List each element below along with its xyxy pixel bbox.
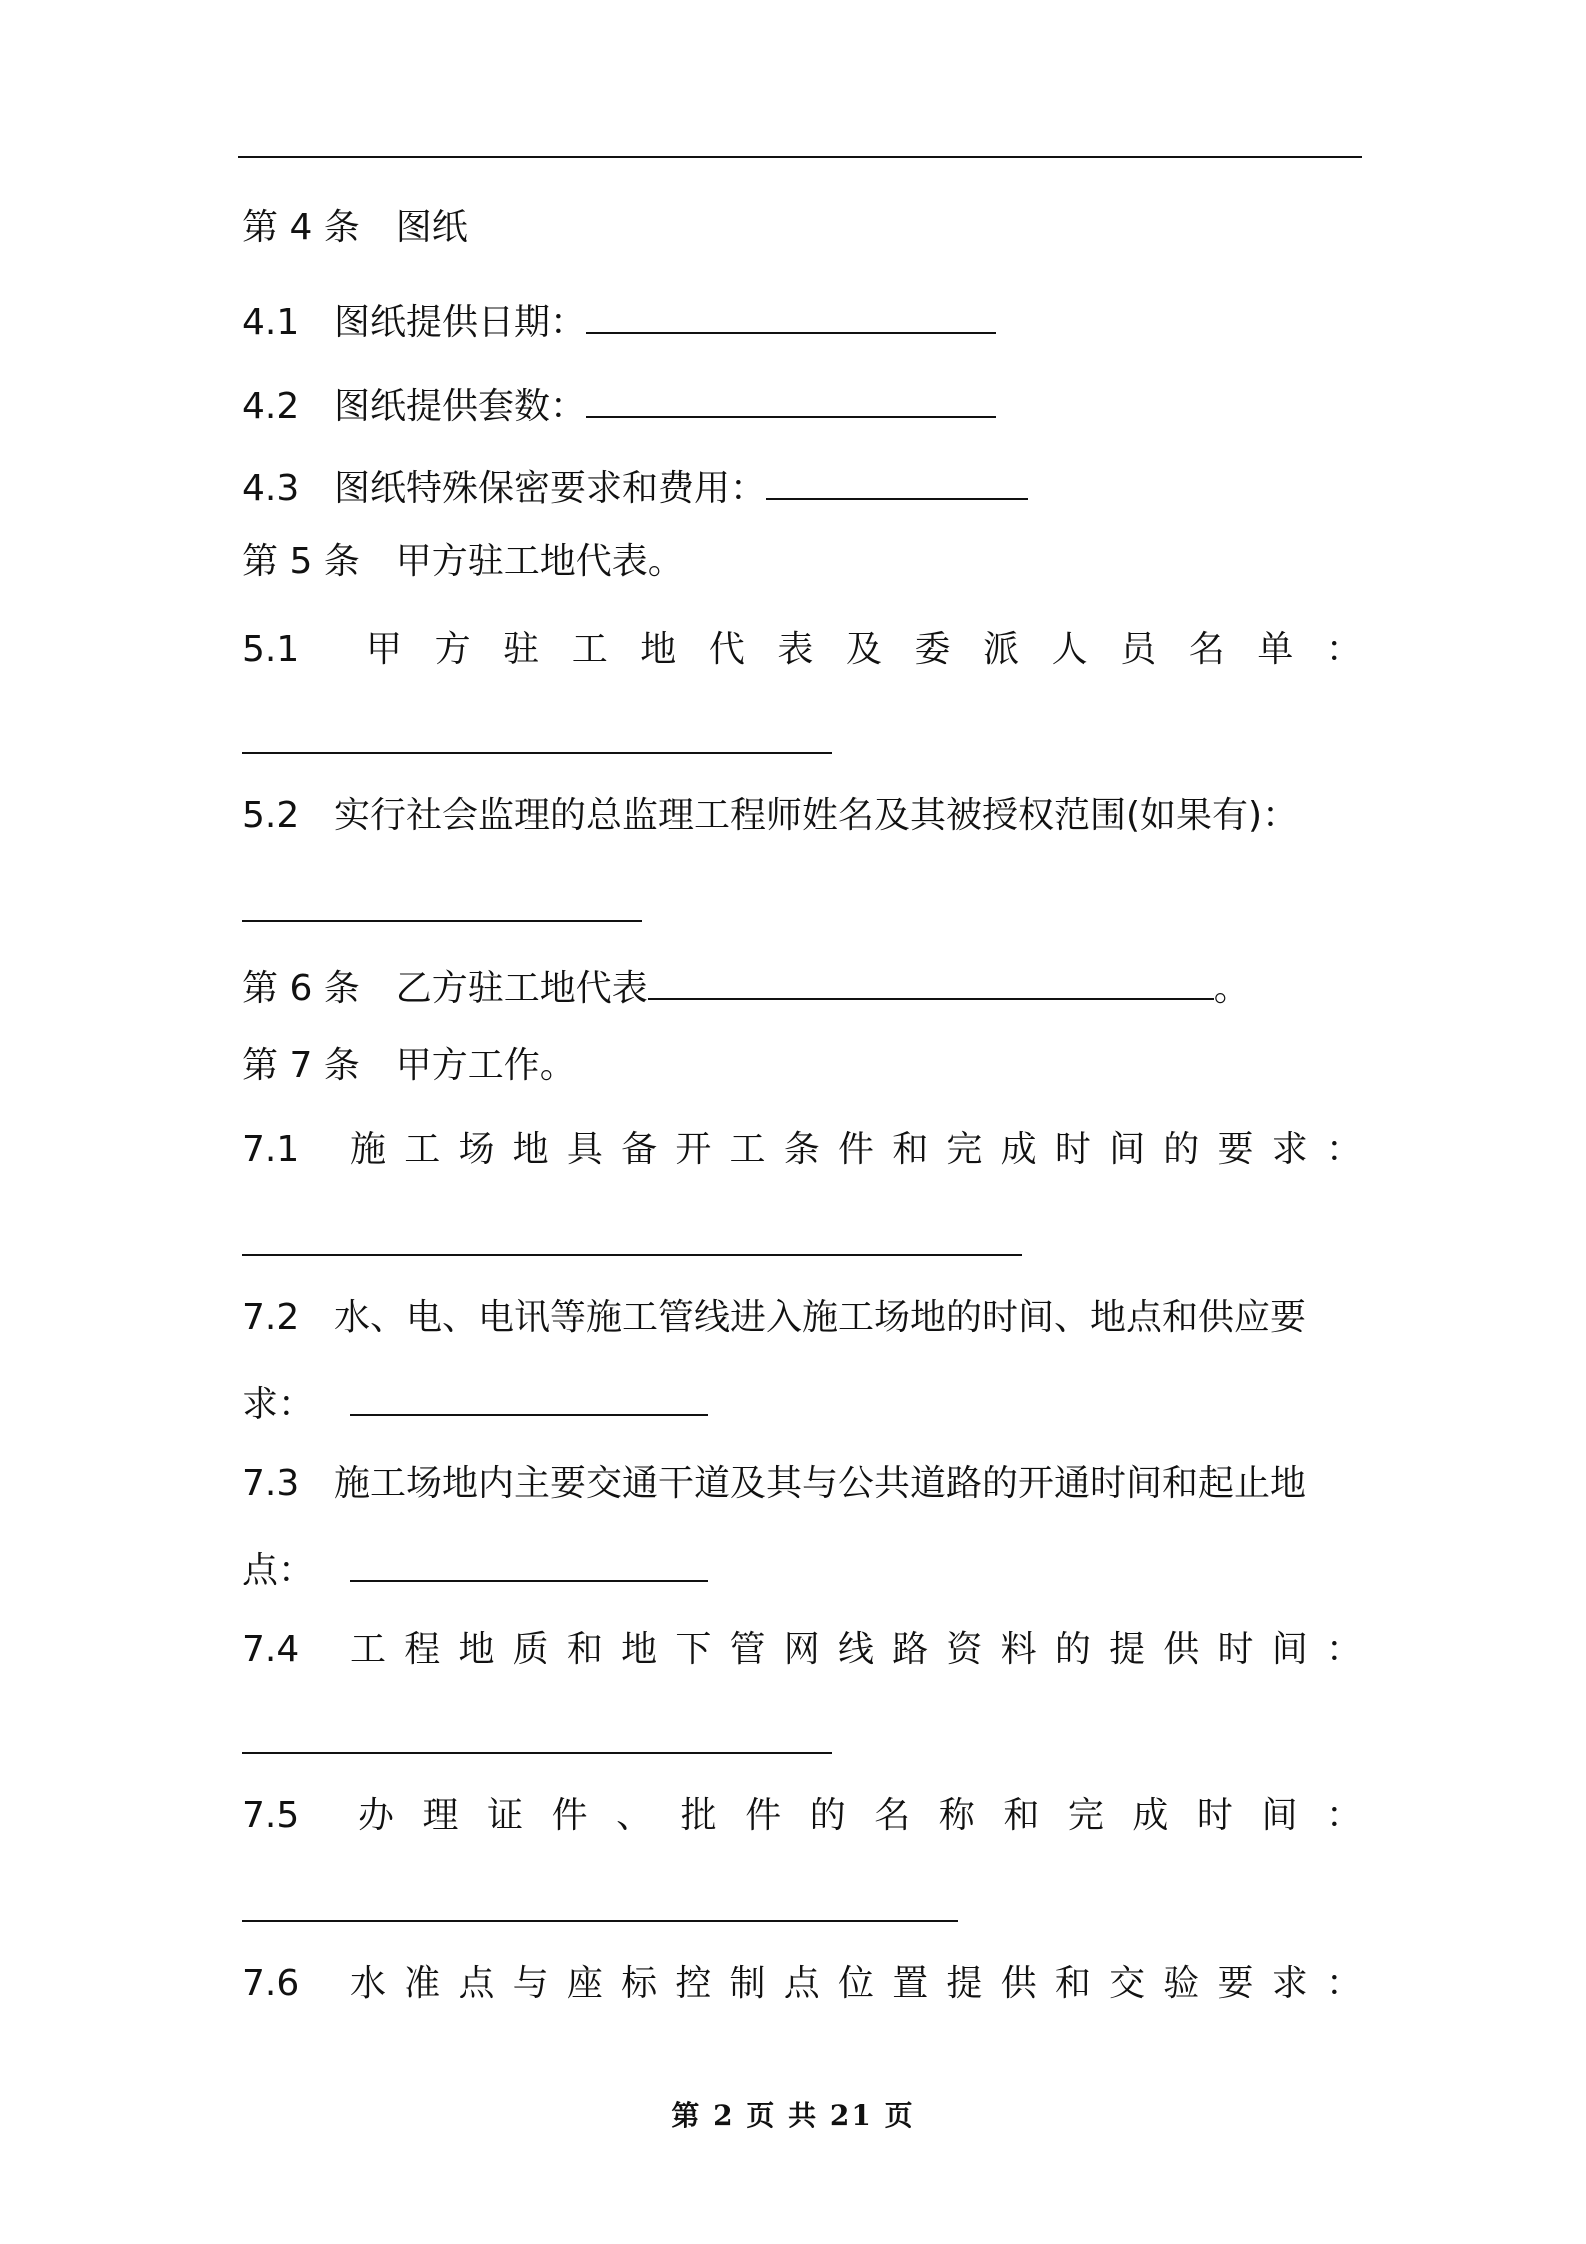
fill-blank[interactable]: [586, 292, 996, 334]
text-char: 准: [404, 1963, 441, 2004]
item-number: 5.1: [242, 629, 300, 670]
text-char: 施: [350, 1129, 387, 1170]
text-char: 驻: [503, 629, 540, 670]
fill-blank[interactable]: [242, 1752, 832, 1754]
item-number: 7.6: [242, 1963, 300, 2004]
text-char: 的: [1054, 1629, 1091, 1670]
text-char: 位: [837, 1963, 874, 2004]
text-char: 单: [1257, 629, 1294, 670]
item-7-1-text: [350, 1124, 1362, 1176]
item-7-6-text: [350, 1958, 1362, 2010]
item-7-5-text: [358, 1790, 1362, 1842]
text-char: 座: [566, 1963, 603, 2004]
item-4-2: [242, 376, 1362, 428]
text-char: 地: [621, 1629, 658, 1670]
text-char: 地: [458, 1629, 495, 1670]
item-4-3: [242, 458, 1362, 510]
text-char: 间: [1109, 1129, 1146, 1170]
text-char: ：: [1325, 1129, 1362, 1170]
item-number: 7.4: [242, 1629, 300, 1670]
item-number: 7.1: [242, 1129, 300, 1170]
text-char: 下: [675, 1629, 712, 1670]
text-char: ：: [1325, 629, 1362, 670]
text-char: 成: [1132, 1795, 1169, 1836]
text-char: 称: [938, 1795, 975, 1836]
text-char: 管: [729, 1629, 766, 1670]
text-char: 程: [404, 1629, 441, 1670]
item-5-1-text: [366, 624, 1362, 676]
fill-blank[interactable]: [242, 1920, 958, 1922]
text-char: 、: [616, 1795, 653, 1836]
text-char: 工: [729, 1129, 766, 1170]
text-char: 制: [729, 1963, 766, 2004]
text-char: 点: [783, 1963, 820, 2004]
text-char: 要: [1217, 1129, 1254, 1170]
text-char: 时: [1054, 1129, 1091, 1170]
article-6-end: 。: [1213, 968, 1250, 1009]
text-char: 工: [350, 1629, 387, 1670]
text-char: 交: [1109, 1963, 1146, 2004]
text-char: 资: [946, 1629, 983, 1670]
item-text: 图纸提供日期：: [334, 302, 587, 343]
text-char: 供: [1000, 1963, 1037, 2004]
item-7-4-text: [350, 1624, 1362, 1676]
text-char: 件: [745, 1795, 782, 1836]
article-5-title: 第 5 条 甲方驻工地代表。: [242, 541, 684, 582]
item-number: 7.3: [242, 1463, 300, 1504]
item-4-1: [242, 292, 1362, 344]
text-char: 点: [458, 1963, 495, 2004]
article-6-title: 第 6 条 乙方驻工地代表: [242, 968, 648, 1009]
text-char: 完: [946, 1129, 983, 1170]
text-char: 与: [512, 1963, 549, 2004]
fill-blank[interactable]: [242, 920, 642, 922]
article-6: [242, 958, 1362, 1010]
text-char: 甲: [366, 629, 403, 670]
text-char: 条: [783, 1129, 820, 1170]
article-4-title: 第 4 条 图纸: [242, 207, 468, 248]
text-char: 场: [458, 1129, 495, 1170]
fill-blank[interactable]: [766, 458, 1028, 500]
fill-blank[interactable]: [242, 752, 832, 754]
text-char: 间: [1271, 1629, 1308, 1670]
text-char: 开: [675, 1129, 712, 1170]
item-number: 4.1: [242, 302, 300, 343]
text-char: 委: [914, 629, 951, 670]
item-text: 水、电、电讯等施工管线进入施工场地的时间、地点和供应要: [334, 1297, 1307, 1338]
text-char: ：: [1325, 1795, 1362, 1836]
text-char: 完: [1067, 1795, 1104, 1836]
text-char: 控: [675, 1963, 712, 2004]
item-number: 7.5: [242, 1795, 300, 1836]
text-char: 和: [892, 1129, 929, 1170]
text-char: 件: [551, 1795, 588, 1836]
item-text: 施工场地内主要交通干道及其与公共道路的开通时间和起止地: [334, 1463, 1307, 1504]
text-char: 备: [621, 1129, 658, 1170]
item-text: 图纸提供套数：: [334, 386, 587, 427]
text-char: 代: [708, 629, 745, 670]
text-char: 地: [640, 629, 677, 670]
text-char: 供: [1163, 1629, 1200, 1670]
text-char: 成: [1000, 1129, 1037, 1170]
text-char: 网: [783, 1629, 820, 1670]
text-char: 和: [1003, 1795, 1040, 1836]
text-char: 求: [1271, 1963, 1308, 2004]
header-rule: [238, 156, 1362, 158]
text-char: 要: [1217, 1963, 1254, 2004]
text-char: 标: [621, 1963, 658, 2004]
text-char: 时: [1196, 1795, 1233, 1836]
text-char: 证: [487, 1795, 524, 1836]
item-number: 5.2: [242, 795, 300, 836]
text-char: 件: [837, 1129, 874, 1170]
item-5-2: [242, 790, 1362, 842]
page-footer: 第 2 页 共 21 页: [671, 2099, 915, 2132]
text-char: 提: [1109, 1629, 1146, 1670]
text-char: 求: [1271, 1129, 1308, 1170]
text-char: 派: [983, 629, 1020, 670]
item-7-2-cont: [242, 1374, 1362, 1426]
item-number: 4.2: [242, 386, 300, 427]
fill-blank[interactable]: [648, 958, 1214, 1000]
text-char: 地: [512, 1129, 549, 1170]
text-char: ：: [1325, 1963, 1362, 2004]
article-7-title: 第 7 条 甲方工作。: [242, 1045, 576, 1086]
item-number: 4.3: [242, 468, 300, 509]
text-char: 批: [680, 1795, 717, 1836]
item-7-3-cont: [242, 1540, 1362, 1592]
text-char: 具: [566, 1129, 603, 1170]
text-char: 表: [777, 629, 814, 670]
text-char: 的: [809, 1795, 846, 1836]
item-text-cont: 点：: [242, 1550, 315, 1591]
text-char: 和: [566, 1629, 603, 1670]
text-char: 间: [1261, 1795, 1298, 1836]
text-char: 人: [1051, 629, 1088, 670]
text-char: 线: [837, 1629, 874, 1670]
text-char: 及: [845, 629, 882, 670]
text-char: 名: [1188, 629, 1225, 670]
text-char: 工: [571, 629, 608, 670]
text-char: 名: [874, 1795, 911, 1836]
text-char: 提: [946, 1963, 983, 2004]
fill-blank[interactable]: [242, 1254, 1022, 1256]
text-char: 工: [404, 1129, 441, 1170]
text-char: 办: [358, 1795, 395, 1836]
text-char: 路: [892, 1629, 929, 1670]
item-number: 7.2: [242, 1297, 300, 1338]
item-7-2: [242, 1292, 1362, 1344]
fill-blank[interactable]: [586, 376, 996, 418]
text-char: 理: [422, 1795, 459, 1836]
text-char: 的: [1163, 1129, 1200, 1170]
text-char: 质: [512, 1629, 549, 1670]
text-char: 时: [1217, 1629, 1254, 1670]
text-char: 料: [1000, 1629, 1037, 1670]
text-char: ：: [1325, 1629, 1362, 1670]
text-char: 水: [350, 1963, 387, 2004]
text-char: 置: [892, 1963, 929, 2004]
text-char: 方: [434, 629, 471, 670]
fill-blank[interactable]: [350, 1540, 708, 1582]
item-text: 图纸特殊保密要求和费用：: [334, 468, 767, 509]
fill-blank[interactable]: [350, 1374, 708, 1416]
text-char: 和: [1054, 1963, 1091, 2004]
text-char: 员: [1120, 629, 1157, 670]
item-text: 实行社会监理的总监理工程师姓名及其被授权范围(如果有)：: [334, 795, 1299, 836]
item-7-3: [242, 1458, 1362, 1510]
text-char: 验: [1163, 1963, 1200, 2004]
item-text-cont: 求：: [242, 1384, 315, 1425]
